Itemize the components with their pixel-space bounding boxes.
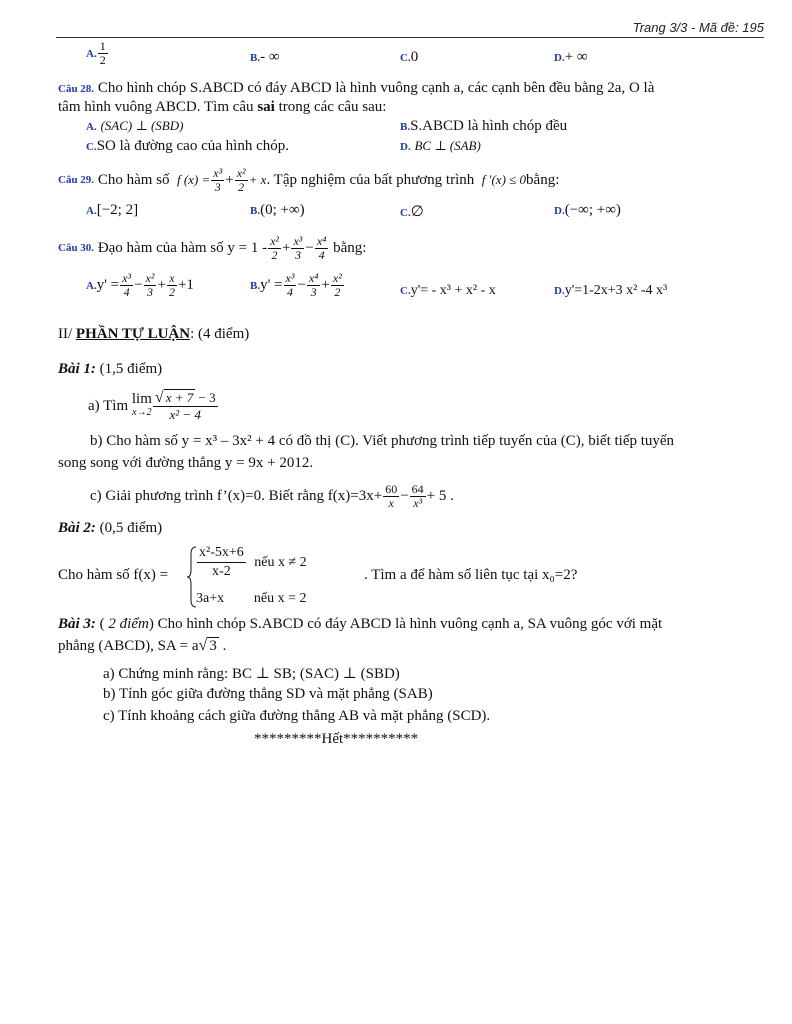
fraction: $\frac{\text{x³}}{3}$ (293, 233, 303, 262)
q27-option-d: D.+ ∞ (554, 49, 588, 65)
bai1-part-c: c) Giải phương trình f’(x)=0. Biết rằng f(x)=3x+ $\frac{60}{x}$ − $\frac{64}{\text{x³}}$ + 5 . (90, 481, 454, 510)
fraction: $\frac{\text{x³}}{3}$ (213, 165, 223, 194)
q29-option-d: D.(−∞; +∞) (554, 202, 621, 218)
q28-stem-line-1: Câu 28. Cho hình chóp S.ABCD có đáy ABCD là hình vuông cạnh a, các cạnh bên đều bằng 2a, O là (58, 80, 655, 96)
bai3-part-a: a) Chứng minh rằng: BC ⊥ SB; (SAC) ⊥ (SBD) (103, 666, 400, 682)
fraction: $\frac{\text{x⁴}}{3}$ (308, 271, 319, 299)
part2-heading: II/ PHẦN TỰ LUẬN: (4 điểm) (58, 326, 250, 342)
q29-option-b: B.(0; +∞) (250, 202, 305, 218)
bai1-part-b-line-1: b) Cho hàm số y = x³ – 3x² + 4 có đồ thị (C). Viết phương trình tiếp tuyến của (C), biết tiếp tuyến (90, 433, 675, 449)
bai3-line-2: phẳng (ABCD), SA = a√ 3 . (58, 637, 227, 654)
q29-stem: Câu 29. Cho hàm số f (x) = $\frac{\text{x³}}{3}$ + $\frac{\text{x²}}{2}$ + x . Tập nghiệm của bất phương trình f ′(x) ≤ 0 bằng: (58, 165, 560, 194)
fraction: $\frac{\text{x³}}{4}$ (122, 271, 132, 299)
q27-option-b: B.- ∞ (250, 49, 280, 65)
q30-option-a: A. y' = $\frac{\text{x³}}{4}$ − $\frac{\text{x²}}{3}$ + $\frac{x}{2}$ +1 (86, 271, 194, 299)
bai3-part-b: b) Tính góc giữa đường thẳng SD và mặt phẳng (SAB) (103, 686, 433, 702)
fraction: $\frac{\text{x²}}{2}$ (270, 233, 279, 262)
q28-option-b: B.S.ABCD là hình chóp đều (400, 118, 568, 134)
q28-option-a: A. (SAC) ⊥ (SBD) (86, 118, 184, 133)
bai1-part-b-line-2: song song với đường thẳng y = 9x + 2012. (58, 455, 314, 471)
header-rule (56, 37, 764, 38)
limit-operator: lim x→2 (131, 391, 152, 418)
fraction: $\frac{60}{x}$ (385, 481, 398, 510)
sqrt-symbol: √ (154, 388, 164, 406)
q27-option-c: C.0 (400, 49, 419, 65)
q28-option-c: C.SO là đường cao của hình chóp. (86, 138, 289, 154)
fraction: $\frac{64}{\text{x³}}$ (411, 481, 424, 510)
end-marker: *********Hết********** (254, 731, 419, 747)
fraction: $\frac{x}{2}$ (168, 271, 175, 299)
bai1-part-a: a) Tìm lim x→2 $\frac{√ x + 7 - 3}{\text{x² − 4}}$ (88, 388, 216, 422)
bai2-question: . Tìm a để hàm số liên tục tại x₀=2? (364, 567, 578, 583)
bai3-line-1: Bài 3: ( 2 điểm) Cho hình chóp S.ABCD có đáy ABCD là hình vuông cạnh a, SA vuông góc với mặt (58, 616, 663, 632)
q28-option-d: D. BC ⊥ (SAB) (400, 138, 481, 153)
bai3-part-c: c) Tính khoảng cách giữa đường thẳng AB và mặt phẳng (SCD). (103, 708, 491, 724)
fraction: $\frac{1}{2}$ (99, 39, 106, 67)
q28-stem-line-2: tâm hình vuông ABCD. Tìm câu sai trong các câu sau: (58, 99, 387, 115)
q30-option-d: D.y'=1-2x+3 x² -4 x³ (554, 283, 668, 298)
fraction: $\frac{\text{x³}}{4}$ (285, 271, 295, 299)
bai2-heading: Bài 2: (0,5 điểm) (58, 520, 163, 536)
fraction: $\frac{\text{x²}}{2}$ (236, 165, 246, 194)
fraction: $\frac{\text{x⁴}}{4}$ (316, 233, 327, 262)
bai1-heading: Bài 1: (1,5 điểm) (58, 361, 163, 377)
sqrt-symbol: √ (198, 637, 208, 654)
page-header: Trang 3/3 - Mã đề: 195 (632, 20, 764, 35)
q30-option-c: C.y'= - x³ + x² - x (400, 283, 496, 298)
fraction: $\frac{\text{x²-5x+6}}{x-2}$ (199, 545, 244, 579)
fraction: $\frac{√ x + 7 - 3}{\text{x² − 4}}$ (154, 388, 216, 422)
bai2-case-2: 3a+x nếu x = 2 (196, 591, 307, 606)
bai2-lhs: Cho hàm số f(x) = (58, 567, 169, 583)
q30-stem: Câu 30. Đạo hàm của hàm số y = 1 - $\frac{\text{x²}}{2}$ + $\frac{\text{x³}}{3}$ − $\frac{\text{x⁴}}{4}$ bằng: (58, 233, 367, 262)
q29-option-c: C.∅ (400, 204, 424, 220)
q27-option-a: A. $\frac{1}{2}$ (86, 39, 106, 67)
q30-option-b: B. y' = $\frac{\text{x³}}{4}$ − $\frac{\text{x⁴}}{3}$ + $\frac{\text{x²}}{2}$ (250, 271, 342, 299)
fraction: $\frac{\text{x²}}{2}$ (332, 271, 342, 299)
fraction: $\frac{\text{x²}}{3}$ (145, 271, 155, 299)
q29-option-a: A.[−2; 2] (86, 202, 139, 218)
bai2-case-1: $\frac{\text{x²-5x+6}}{x-2}$ nếu x ≠ 2 (199, 545, 307, 579)
